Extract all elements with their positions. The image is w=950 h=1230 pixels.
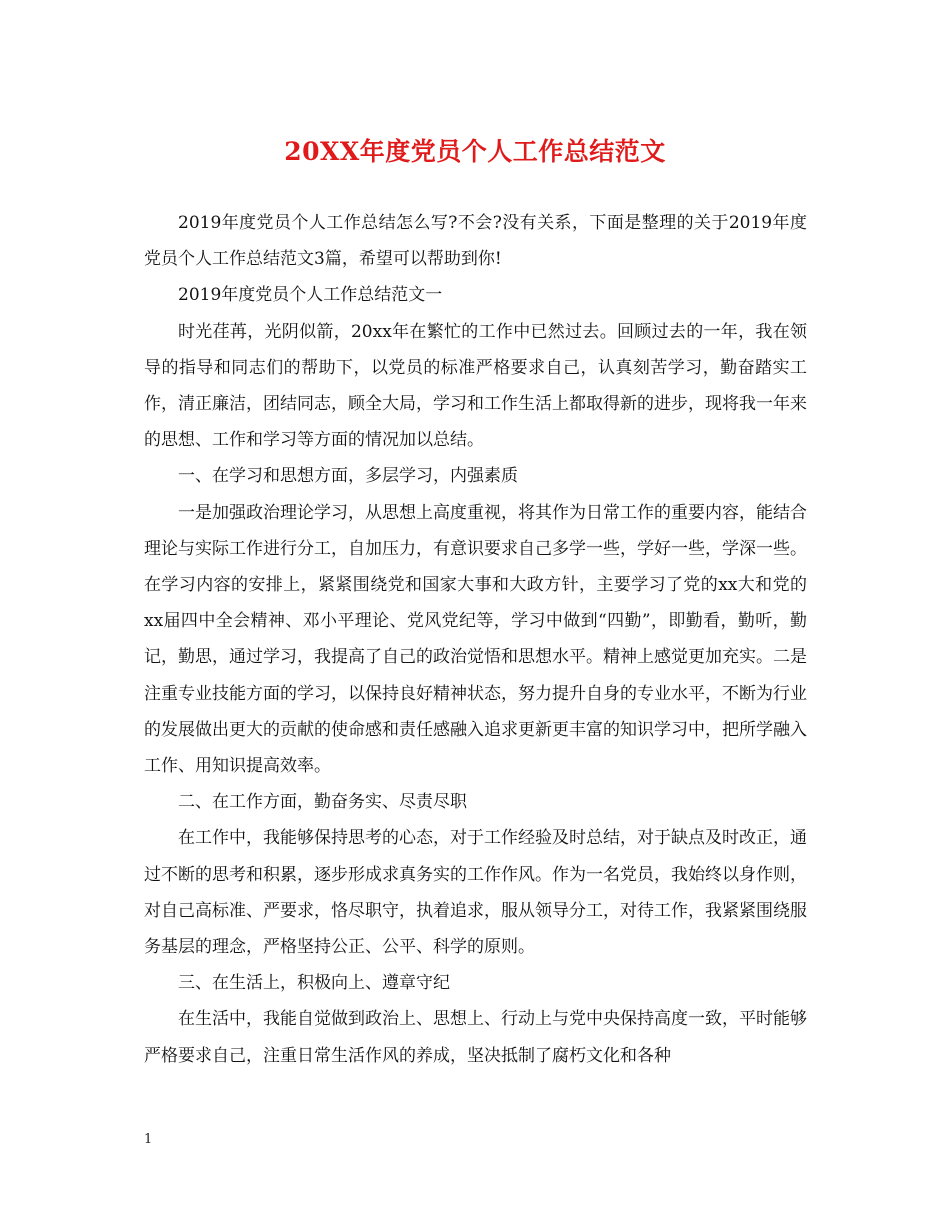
body-paragraph: 时光荏苒，光阴似箭，20xx年在繁忙的工作中已然过去。回顾过去的一年，我在领导的指导和同志们的帮助下，以党员的标准严格要求自己，认真刻苦学习，勤奋踏实工作，清正廉洁，团结同志，顾全大局，学习和工作生活上都取得新的进步，现将我一年来的思想、工作和学习等方面的情况加以总结。	[144, 321, 807, 451]
section-heading-life: 三、在生活上，积极向上、遵章守纪	[178, 973, 450, 994]
section-heading-work: 二、在工作方面，勤奋务实、尽责尽职	[178, 792, 467, 813]
body-paragraph: 在生活中，我能自觉做到政治上、思想上、行动上与党中央保持高度一致，平时能够严格要求自己，注重日常生活作风的养成，坚决抵制了腐朽文化和各种	[144, 1009, 807, 1066]
document-title: 20XX年度党员个人工作总结范文	[284, 137, 666, 166]
section-heading-sample-one: 2019年度党员个人工作总结范文一	[178, 285, 443, 306]
page-number: 1	[144, 1132, 153, 1147]
section-heading-study: 一、在学习和思想方面，多层学习，内强素质	[178, 466, 518, 487]
intro-paragraph: 2019年度党员个人工作总结怎么写?不会?没有关系，下面是整理的关于2019年度党员个人工作总结范文3篇，希望可以帮助到你!	[144, 213, 807, 270]
body-paragraph: 一是加强政治理论学习，从思想上高度重视，将其作为日常工作的重要内容，能结合理论与实际工作进行分工，自加压力，有意识要求自己多学一些，学好一些，学深一些。在学习内容的安排上，紧紧围绕党和国家大事和大政方针，主要学习了党的xx大和党的xx届四中全会精神、邓小平理论、党风党纪等，学习中做到“四勤”，即勤看，勤听，勤记，勤思，通过学习，我提高了自己的政治觉悟和思想水平。精神上感觉更加充实。二是注重专业技能方面的学习，以保持良好精神状态，努力提升自身的专业水平，不断为行业的发展做出更大的贡献的使命感和责任感融入追求更新更丰富的知识学习中，把所学融入工作、用知识提高效率。	[144, 502, 807, 777]
body-paragraph: 在工作中，我能够保持思考的心态，对于工作经验及时总结，对于缺点及时改正，通过不断的思考和积累，逐步形成求真务实的工作作风。作为一名党员，我始终以身作则，对自己高标准、严要求，恪尽职守，执着追求，服从领导分工，对待工作，我紧紧围绕服务基层的理念，严格坚持公正、公平、科学的原则。	[144, 828, 807, 958]
document-body	[144, 205, 807, 1074]
